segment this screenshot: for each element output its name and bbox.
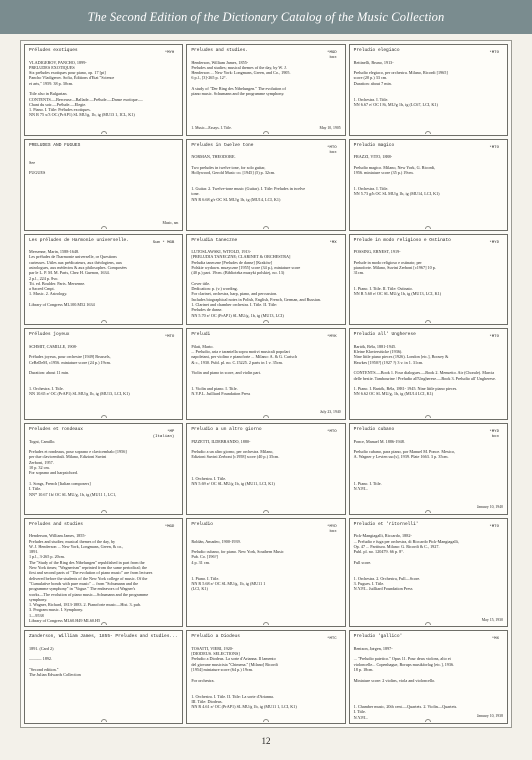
card-heading: Preludes et rondeaux (29, 427, 84, 433)
card-body (29, 60, 178, 118)
card-line: Nine little piano pieces (1926). London [etc.], Boosey & (353, 354, 449, 360)
card-line: I. Title. (29, 486, 42, 492)
card-line: N.Y.P.L. Juilliard Foundation Press (353, 586, 413, 592)
card-line: Preludio magico. Milano, New York, G. Ricordi, (353, 164, 436, 170)
card-line: Preludes de danse. (191, 307, 223, 313)
call-number: *MTO (489, 335, 499, 340)
card-line: Title also in Bulgarian. (29, 91, 68, 97)
card-line: 4 p. 31 cm. (191, 559, 211, 565)
card-line: 6 p.l., [3]-265 p. 12°. (191, 75, 227, 81)
card-line: 3. Program music. I. Symphony. (29, 607, 84, 613)
card-line: Henderson, William James, 1855- (191, 59, 249, 65)
card-line: NN 6.62 OC SL MU/g, 1b, ig (MU14 LCI, K1) (353, 391, 434, 397)
punch-hole-icon (425, 510, 431, 513)
call-number: *MX (329, 240, 337, 245)
catalog-card (24, 630, 183, 724)
punch-hole-icon (101, 622, 107, 625)
catalog-title: The Second Edition of the Dictionary Catalog of the Music Collection (87, 9, 445, 24)
card-heading: Prelude in modo religioso e Ostinato (353, 237, 451, 243)
card-line: III. Title: Diodeus. (191, 698, 223, 704)
card-line: 1. Clarinet and chamber orchestra. I. Title. II. Title: (191, 301, 278, 307)
card-line: W. J. Henderson ... New York, Longmans, Green, & co., (29, 543, 124, 549)
card-line: 1. Chamber music, 20th cent.—Quartets. 2. Violin—Quartets. (353, 704, 458, 710)
card-line: Six préludes exotiques pour piano, op. 17 [pt] (29, 70, 106, 76)
card-heading: Preludio 'gallico' (353, 634, 403, 640)
card-line: works—The evolution of piano music—Schumann and the programme (29, 591, 149, 597)
card-body (354, 439, 503, 492)
call-number: *MYD box (327, 524, 337, 534)
card-line: ... Preludio e fuga per orchestra, di Riccardo Pick-Mangiagalli, (353, 538, 459, 544)
card-sheet (20, 40, 512, 728)
punch-hole-icon (263, 131, 269, 134)
card-line: 1. Piano. I. Title. (353, 480, 382, 486)
card-line: 1. Piano. I. Title: Préludes exotiques. (29, 107, 91, 113)
card-date: January 10, 1938 (476, 714, 503, 719)
punch-hole-icon (263, 320, 269, 323)
card-line: 2 p.l., 224 p. 8vo. (29, 275, 59, 281)
card-line: Preludio cubano, for piano. New York, Southern Music (191, 549, 284, 555)
card-line: Duration: about 7 min. (353, 80, 392, 86)
card-line: a Sacred Cmpt. (29, 286, 55, 292)
card-line: I. Title. (353, 709, 366, 715)
card-line: For clarinet, orchestra, harp, piano, and percussion. (191, 291, 278, 297)
card-line: ... "Preludio patetico." Opus 11. Pour deux violons, alto et (353, 656, 451, 662)
card-line: Zerboni, 1957. (29, 459, 54, 465)
card-line: SCHMIT, CAMILLE, 1908- (29, 343, 78, 349)
card-line: The "Study of the Ring des Nibelungen" republished in part from the (29, 559, 145, 565)
card-line: Bettinelli, Bruno, 1913- (353, 59, 394, 65)
card-body (191, 439, 340, 487)
card-line: Kleine Klavierstücke (1936). (353, 349, 403, 355)
card-line: NN R 75 x/3 OC (PrAP1) SL MU/g, 1b, ig (MU13 1, ICL, K1) (29, 112, 135, 118)
card-line: POSSING, ERNEST, 1919- (353, 249, 401, 255)
punch-hole-icon (101, 415, 107, 418)
punch-hole-icon (101, 320, 107, 323)
call-number: *MTO (327, 430, 337, 435)
card-line: Library of Congress ML60.H49 ML60.H5 (29, 618, 101, 624)
call-number: *MGD box (327, 51, 337, 60)
card-heading: Preludio cubano (353, 427, 395, 433)
card-line: programme symphony" in "Vogue." The endeavors of Wagner's (29, 586, 136, 592)
card-line: Two preludes in twelve tone, for solo guitar, (191, 164, 266, 170)
card-line: NN R 6.68 g/r OC SL MU/g 1b, ig (MU14, LCI, K1) (191, 196, 281, 202)
card-line: 1. Orchestra. I. Title. (191, 475, 227, 481)
card-line: Henderson ... New York: Longmans, Green, and Co., 1905. (191, 70, 291, 76)
card-line: per due clavicembali. Milano, Edizioni Suvini (29, 454, 107, 460)
catalog-card (186, 234, 345, 326)
card-heading: Preludes and studies. (191, 48, 249, 53)
card-heading: PRELUDES AND FUGUES (29, 142, 81, 148)
card-line: A. Wagner y Levien suc[s], 1939. Plate 1663. 3 p. 35cm. (353, 454, 449, 460)
card-line: Preludes and studies; musical themes of the day, by W. J. (191, 64, 287, 70)
call-number: *MTO (164, 335, 175, 340)
card-line: NN R 4.61 e/ OC (PrAP1) SL MU/g 1b, ig (MU11 1, LCI, K1) (191, 704, 297, 710)
card-heading: Preludes in twelve tone (191, 142, 254, 148)
card-line: For soprano and harpsichord. (29, 470, 79, 476)
punch-hole-icon (263, 415, 269, 418)
card-body (29, 439, 178, 497)
card-line: Hollywood, Gerold Music co. [1945] (5) p. 32cm. (191, 170, 276, 176)
card-line: Violin and piano in score, and violin part. (191, 370, 261, 376)
card-line: curieuses. Utiles aux prédicateurs, aux théologiens, aux (29, 259, 122, 265)
card-line: 1 p.l., 3-265 p. 20cm. (29, 554, 65, 560)
card-line: N.Y.P.L. (353, 714, 368, 720)
card-body (191, 533, 340, 591)
punch-hole-icon (425, 415, 431, 418)
card-line: 1. Violin and piano. I. Title. (191, 386, 238, 392)
card-line: Bartók, Béla, 1881-1945. (353, 343, 397, 349)
card-line: NN 5.69 e/ OC SL MU/g 1b, ig (MU11, LCI, K1) (191, 480, 275, 486)
call-number: *MTO box (327, 145, 337, 155)
card-heading: Preludio a Diodeus (191, 634, 240, 640)
card-line: Togni, Camillo. (29, 438, 56, 444)
call-number: *MX (491, 637, 499, 642)
card-line: 1. Music. 2. Astrology. (29, 291, 68, 297)
card-line: Polskie wydawn. muzyczne [1955] score (34 p.), miniature score (191, 264, 301, 270)
page-number: 12 (261, 736, 271, 746)
card-line: TOSATTI, VIERI, 1920- (191, 645, 234, 651)
card-heading: Preludio elegiaco (353, 48, 400, 53)
card-line: Publ. pl. no. 120479. 66 p. 8°. (353, 549, 404, 555)
catalog-card (186, 139, 345, 231)
card-footer-left: 1. Music—Essays. I. Title. (191, 126, 232, 131)
punch-hole-icon (101, 226, 107, 229)
card-heading: Préludes exotiques (29, 48, 78, 53)
card-line: 3. Fugues. I. Title. (353, 580, 385, 586)
card-line: NN 5.73 g/h OC SL MU/g 1b, ig (MU14, LCI, K1) (353, 191, 440, 197)
card-line: PIZZETTI, ILDEBRANDO, 1880- (191, 438, 251, 444)
card-line: LUTOSLAWSKI, WITOLD, 1913- (191, 249, 252, 255)
card-line: Preludio a un altro giorno, per orchestra. Milano, (191, 449, 274, 455)
card-line: NN 6.67 e/ OC I 8t, MU/g 1b, ig (LC67, LCI, K1) (353, 101, 438, 107)
card-line: astrologues, aux médecins & aux philosophes. Composées (29, 264, 127, 270)
card-line: Preludio a Diodeus. La sorte d'Arianna. Il lamento (191, 656, 276, 662)
card-heading: Preludi (191, 332, 211, 338)
catalog-card (186, 44, 345, 136)
card-line: N.Y.P.L. Juilliard Foundation Press (191, 391, 251, 397)
punch-hole-icon (425, 320, 431, 323)
card-body (29, 344, 178, 397)
card-date: May 10, 1905 (319, 126, 341, 131)
card-line: 1. Orchestra. 2. Orchestra, Full—Score. (353, 575, 421, 581)
card-line: Includes biographical notes in Polish, English, French, German, and Russian. (191, 296, 321, 302)
punch-hole-icon (101, 719, 107, 722)
card-line: 1956. miniature score (35 p.) 19cm. (353, 170, 414, 176)
card-line: The Julian Edwards Collection (29, 672, 81, 678)
card-line: del giovane musicista "Chimena." [Milano] Ricordi (191, 661, 278, 667)
card-date: July 23, 1940 (320, 410, 341, 415)
card-line: 1. Piano. I. Title. (191, 575, 220, 581)
catalog-card (186, 328, 345, 420)
card-body (354, 249, 503, 297)
punch-hole-icon (263, 622, 269, 625)
card-line: Duration: about 11 min. (29, 370, 70, 376)
card-line: 1. Orchestra. I. Title. (353, 96, 389, 102)
card-line: par le L. P. M. M. Paris, Chez H. Guenon, 1634. (29, 270, 110, 276)
card-line: Les préludes de l'harmonie universelle, or Questions (29, 254, 117, 260)
card-line: (40 p.) part. 19cm. (Biblioteka muzyki polskiej, no. 13) (191, 270, 285, 276)
call-number: *MYD box (489, 430, 499, 439)
card-line: Preludio elegiaco, per orchestra. Milano, Ricordi [1965] (353, 70, 448, 76)
card-line: Préludes joyeux, pour orchestre [1949] Brussels, (29, 354, 111, 360)
card-heading: Préludes joyeux (29, 332, 70, 338)
card-line: For orchestra. (191, 677, 215, 683)
catalog-card (24, 518, 183, 628)
card-body (191, 154, 340, 202)
card-body (29, 533, 178, 623)
card-date: May 15, 1930 (481, 617, 503, 622)
punch-hole-icon (263, 510, 269, 513)
punch-hole-icon (425, 131, 431, 134)
card-line: delivered before the students of the New York college of music. Of the (29, 575, 148, 581)
card-line: violoncelle... Copenhague, Borups musikforlag [etc.], 1936. (353, 661, 455, 667)
card-line: Pick-Mangiagalli, Riccardo, 1882- (353, 533, 412, 539)
card-line: 1. Guitar. 2. Twelve-tone music (Guitar). I. Title: Preludes in twelve (191, 186, 306, 192)
card-line: A study of "Der Ring des Nibelungen." The evolution of (191, 85, 286, 91)
card-body (191, 249, 340, 318)
card-line: piano music. Schumann and the programme symphony. (191, 91, 285, 97)
card-line: ... Preludio, aria e tarantella sopra motivi musicali popolari (191, 349, 290, 355)
card-line: CeBeDeM, c1956. miniature score (24 p.) 19cm. (29, 359, 111, 365)
card-line: 1. Piano. I. Title. II. Title: Ostinato. (353, 286, 413, 292)
card-line: CONTENTS.—Berceuse—Ballade.—Prélude.—Danse exotique.— (29, 96, 143, 102)
punch-hole-icon (101, 131, 107, 134)
card-body (354, 646, 503, 720)
card-body (191, 344, 340, 397)
catalog-card (349, 44, 508, 136)
card-line: NN 10.65 e/ OC (PrAP1) SL MU/g 1b, ig (MU13, LCI, K1) (29, 391, 130, 397)
call-number: *MGD (164, 524, 175, 529)
card-line: first and second parts of "The evolution of piano music" are from lectures (29, 570, 153, 576)
card-line: et arts," 1959. 38 p. 30cm. (29, 80, 74, 86)
card-line: 1. Songs, French [Italian composers] (29, 480, 91, 486)
catalog-card (186, 630, 345, 724)
card-line: Preludio cubano, para piano, por Manuel M. Ponce. Mexico, (353, 449, 456, 455)
card-line: 18 p. 18cm. (353, 667, 374, 673)
card-body (354, 533, 503, 591)
card-body (354, 154, 503, 196)
catalog-card (24, 328, 183, 420)
card-line: Prelude in modo religioso e ostinato; per (353, 259, 422, 265)
card-line: NN 5.70 e/ OC (PrAP1) SL MU/g, 1b, ig (MU13, LCI) (191, 312, 284, 318)
card-line: Chant du soir.—Prélude.—Elegie. (29, 101, 87, 107)
catalog-card (349, 328, 508, 420)
card-heading: Preludio et 'ritornelli' (353, 521, 419, 527)
card-line: Full score. (353, 559, 372, 565)
call-number: *MP (Italian) (152, 430, 175, 439)
card-line: NN R 5.60 e/ OC SL MU/g 1b, ig (MU13, LCI, K1) (353, 291, 442, 297)
card-heading: Preludio (191, 521, 213, 527)
catalog-card (24, 423, 183, 515)
card-line: Edizioni Suvini Zerboni [c1958] score (40 p.) 35cm. (191, 454, 280, 460)
card-body (191, 60, 340, 97)
card-line: symphony. (29, 596, 48, 602)
card-line: 1. Orchestra. I. Title. (29, 386, 64, 392)
card-line: & c., 1930. Publ. pl. no. C.15225. 2 parts in 1 v. 35cm. (191, 359, 283, 365)
card-heading: Preludia taneczne (191, 237, 238, 243)
card-line: PRELUDES EXOTIQUES (29, 64, 75, 70)
call-number: *MTO (489, 145, 499, 150)
card-line: 10 p. 32 cm. (29, 465, 50, 471)
card-heading: Preludio magico (353, 142, 395, 148)
card-line: Pilati, Mario. (191, 343, 214, 349)
punch-hole-icon (263, 719, 269, 722)
catalog-header (0, 0, 532, 34)
card-line: 1—9538 (29, 612, 44, 618)
call-number: *MTO (489, 51, 499, 55)
punch-hole-icon (101, 510, 107, 513)
card-line: Pub. Co. [196?] (191, 554, 218, 560)
card-heading: Zanderson, William James, 1855- Preludes and studies... (29, 634, 178, 640)
card-line: New York times; "Wagnerism" reprinted from the same periodical; the (29, 565, 147, 571)
catalog-card (186, 518, 345, 628)
card-line: Preludes et rondeaux, pour soprano e clavicembalo [1956] (29, 449, 127, 455)
card-line: N.Y.P.L. (353, 486, 368, 492)
card-line: FRAZZI, VITO, 1888- (353, 154, 393, 160)
call-number: *MYH (164, 51, 175, 55)
card-body (191, 646, 340, 710)
catalog-card (24, 139, 183, 231)
card-line: Mersenne, Marin, 1588-1648. (29, 249, 80, 255)
card-line: CONTENTS.—Book 1. Four dialogues.—Book 2. Menuetto. Air (Chorale). Marcia (353, 370, 495, 376)
call-number: *MTC (327, 637, 337, 642)
card-line: (LCl, K1) (191, 586, 208, 592)
card-line: Dedication: p. (v.) wording. (191, 286, 238, 292)
catalog-card (349, 234, 508, 326)
card-line: 1. Orchestra. I. Title. II. Title: La sorte d'Arianna. (191, 693, 274, 699)
call-number: *MYK (327, 335, 337, 340)
card-body (29, 154, 178, 175)
card-heading: Les préludes de Harmonie universelle. (29, 237, 129, 243)
card-line: Cover title. (191, 280, 211, 286)
card-line: 1. Piano. I. Bartók, Béla, 1881- 1945. Nine little piano pieces. (353, 386, 458, 392)
card-line: Henderson, William James, 1855- (29, 533, 86, 539)
card-line: FUGUES (29, 170, 46, 176)
call-number: *MTO (489, 524, 499, 529)
card-line: 1. Orchestra. I. Title. (353, 186, 389, 192)
card-line: Roldán, Amadeo, 1900-1939. (191, 538, 241, 544)
punch-hole-icon (425, 719, 431, 722)
punch-hole-icon (425, 622, 431, 625)
card-line: tone. (191, 191, 200, 197)
catalog-card (349, 423, 508, 515)
card-body (29, 249, 178, 307)
card-line: ——— 1892. (29, 656, 53, 662)
card-line: VLADIGEROV, PANCHO, 1899- (29, 59, 87, 65)
card-footer (29, 221, 178, 226)
card-heading: Preludes and studies (29, 521, 84, 527)
card-line: "Cumulative bonds with pure music" ... from "Schumann and the (29, 580, 139, 586)
card-line: NORMAN, THEODORE. (191, 154, 236, 160)
card-line: Op. 47 ... Partitura. Milano: G. Ricordi & C., 1927. (353, 543, 440, 549)
card-line: score (20 p.) 33 cm. (353, 75, 388, 81)
card-line: Tit. ed. Boulder. Paris. Mersenne. (29, 280, 86, 286)
card-line: 31cm. (353, 270, 365, 276)
card-line: Hawkes [1950?] (1927 ?) 3 v. in 1. 31cm. (353, 359, 424, 365)
card-line: Miniature score: 2 violins, viola and violoncello. (353, 677, 436, 683)
catalog-card (24, 44, 183, 136)
card-line: 1891. (29, 549, 39, 555)
catalog-card (349, 139, 508, 231)
card-body (354, 60, 503, 108)
card-line: delle bestie. Tambourine / Preludio all'Ungherese.—Book 3. Preludio all' Ungherese. (353, 375, 496, 381)
catalog-card (24, 234, 183, 326)
card-line: Pancho Vladigerov. Sofia, Éditions d'Etat "Science (29, 75, 115, 81)
card-line: napoletani, per violino e pianoforte ... Milano: A. & G. Carisch (191, 354, 297, 360)
card-line: pianoforte. Milano, Suvini Zerboni [c1967] 10 p. (353, 264, 436, 270)
card-line: [DIODEUS. SELECTIONS] (191, 651, 240, 657)
catalog-card (349, 630, 508, 724)
card-line: "Second edition." (29, 667, 59, 673)
card-body (29, 646, 178, 678)
call-number: Sum * MGB (152, 240, 175, 245)
punch-hole-icon (263, 226, 269, 229)
card-body (354, 344, 503, 397)
card-line: [1954] miniature score (64 p.) 19cm. (191, 667, 254, 673)
catalog-card (186, 423, 345, 515)
card-line: Ponce, Manuel M. 1886-1948. (353, 438, 405, 444)
card-line: 1891. (Card 2) (29, 645, 54, 651)
card-heading: Preludio a un altro giorno (191, 427, 262, 433)
card-date: January 10, 1940 (476, 505, 503, 510)
card-line: NN* 10.67 1b/ OC SL MU/g, 1b, ig (MU11 1, LC1, (29, 491, 117, 497)
card-line: Bentzon, Jørgen, 1897- (353, 645, 393, 651)
card-line: See (29, 159, 36, 165)
card-date: Music, sm (162, 220, 179, 225)
card-line: [PRELUDIA TANECZNE; CLARINET & ORCHESTRA] (191, 254, 291, 260)
punch-hole-icon (425, 226, 431, 229)
call-number: *MYD (489, 240, 499, 245)
card-line: 1. Wagner, Richard, 1813-1883. 2. Pianoforte music—Hist. 3. pub. (29, 602, 141, 608)
card-heading: Preludio all' Ungherese (353, 332, 416, 338)
card-line: NN R 5.68 e/ OC SL MU/g, 1b, ig (MU11 1 (191, 580, 266, 586)
catalog-card (349, 518, 508, 628)
card-line: Library of Congress ML100.M52 1634 (29, 301, 95, 307)
card-line: Preludes and studies; musical themes of the day, by (29, 538, 116, 544)
card-line: Preludia taneczne [Preludes de danse] [Kraków] (191, 259, 273, 265)
